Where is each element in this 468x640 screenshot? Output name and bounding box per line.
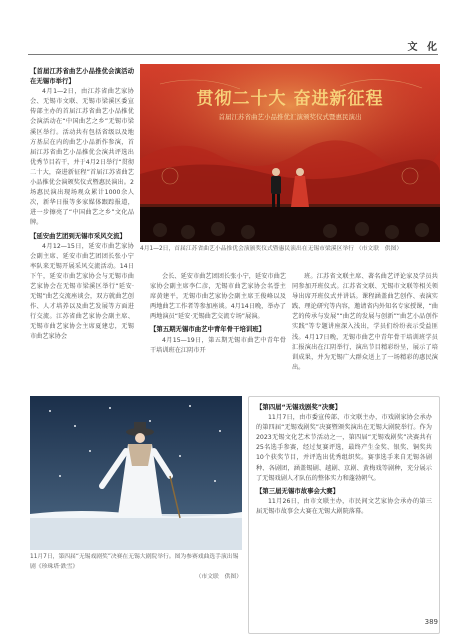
article-paragraph: 班。江苏省文联主席、著名曲艺评论家及学员共同参加开班仪式。江苏省文联、无锡市文联等相关领导出席开班仪式并讲话。课程涵盖曲艺创作、表演实践、理论研究等内容，邀请省内外知名专家授课，“曲艺的传承与发展”“曲艺的发展与创新”“曲艺小品创作实践”等专题讲座深入浅出，学员们纷纷表示受益匪浅。4月17日晚，无锡市曲艺中青年骨干培训班学员汇报演出在江阴举行，演出节目精彩纷呈，展示了培训成果，并为无锡广大群众送上了一场精彩的惠民演出。 — [292, 273, 438, 371]
caption-credit: （市文联 供图） — [195, 574, 242, 580]
article-paragraph: 4月15—19日，第五期无锡市曲艺中青年骨干培训班在江阴市开 — [150, 336, 286, 354]
stage-subtitle: 首届江苏省曲艺小品推优汇演颁奖仪式暨惠民演出 — [218, 113, 362, 121]
article-paragraph: 会长、延安市曲艺团团长张小宁，延安市曲艺家协会副主席李仁彦，无锡市曲艺家协会名誉主席黄建平，无锡市曲艺家协会副主席王俊峰以及两地曲艺工作者等参加座谈。4月14日晚，举办了两地演员“延安·无锡曲艺交流专场”展演。 — [150, 273, 286, 321]
article-heading: 【第三届无锡市故事会大赛】 — [256, 486, 340, 495]
column-3 — [292, 272, 438, 392]
caption-text: 11月7日，第四届“无锡戏剧奖”决赛在无锡大剧院举行。图为参赛戏曲选手演出锡剧《珍珠塔·跌雪》 — [30, 554, 239, 570]
opera-scene — [30, 396, 242, 550]
article-paragraph: 11月7日，由市委宣传部、市文联主办，市戏剧家协会承办的第四届“无锡戏剧奖”决赛暨颁奖演出在无锡大剧院举行。作为2023无锡文化艺术节活动之一，第四届“无锡戏剧奖”决赛共有25名选手参赛，经过复赛评选，最终产生金奖、银奖、铜奖共10个获奖节目，并评选出优秀组织奖。赛事选手来自无锡各剧种、各剧团，涵盖锡剧、越剧、京剧、黄梅戏等剧种，充分展示了无锡戏剧人才队伍的整体实力和蓬勃朝气。 — [256, 414, 432, 482]
article-heading: 【第四届“无锡戏剧奖”决赛】 — [256, 403, 342, 411]
article-paragraph: 4月12—15日，延安市曲艺家协会副主席、延安市曲艺团团长张小宁率队来无锡开展采风交流活动。14日下午，延安市曲艺家协会与无锡市曲艺家协会在无锡市梁溪区举行“延安·无锡”曲艺交流座谈会，双方就曲艺创作、人才培养以及曲艺发展等方面进行交流。江苏省曲艺家协会副主席、无锡市曲艺家协会主席夏建忠，无锡市曲艺家协会 — [30, 242, 134, 341]
opera-photo — [30, 396, 242, 550]
article-heading: 【第五期无锡市曲艺中青年骨干培训班】 — [150, 325, 266, 334]
article-heading: 【延安曲艺团到无锡市采风交流】 — [30, 231, 126, 240]
stage-photo — [140, 64, 440, 242]
caption-credit: （市文联 供图） — [355, 246, 403, 252]
section-title: 文 化 — [407, 42, 440, 53]
opera-photo-caption — [30, 552, 242, 582]
caption-text: 4月1—2日，首届江苏省曲艺小品推优会演颁奖仪式暨惠民演出在无锡市梁溪区举行 — [140, 246, 354, 252]
page-number: 389 — [424, 618, 438, 626]
column-2 — [150, 272, 286, 392]
header-rule — [28, 54, 438, 55]
stage-slogan: 贯彻二十大 奋进新征程 — [196, 89, 384, 109]
stage-photo-caption — [140, 244, 440, 254]
column-4 — [256, 400, 432, 628]
article-paragraph: 11月26日，由市文联主办，市民间文艺家协会承办的第三届无锡市故事会大赛在无锡大剧院落幕。 — [256, 497, 432, 515]
article-paragraph: 4月1—2日，由江苏省曲艺家协会、无锡市文联、无锡市梁溪区委宣传部主办的首届江苏省曲艺小品推优会演活动在“中国曲艺之乡”无锡市梁溪区举行。活动共有包括省级以及地方基层在内的曲艺小品新作参演，首届江苏省曲艺小品推优会演共评选出优秀节目若干，并于4月2日举行“贯彻二十大，奋进新征程”首届江苏省曲艺小品推优会演颁奖仪式暨惠民演出。2场惠民演出现场观众累计1000余人次，新华日报等多家媒体跟踪报道，进一步擦亮了“中国曲艺之乡”文化品牌。 — [30, 88, 134, 227]
article-heading: 【首届江苏省曲艺小品推优会演活动在无锡市举行】 — [30, 67, 134, 86]
